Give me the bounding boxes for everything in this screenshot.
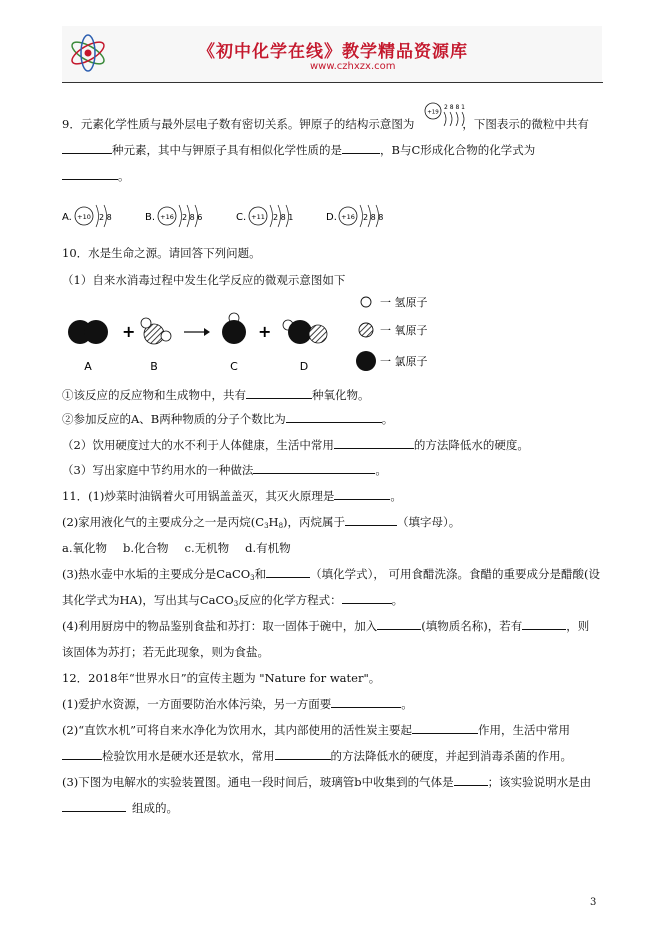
q12-line4: 检验饮用水是硬水还是软水，常用 的方法降低水的硬度，并起到消毒杀菌的作用。 — [62, 748, 572, 764]
header-title: 《初中化学在线》教学精品资源库 — [198, 42, 468, 62]
plus-sign: + — [122, 322, 136, 341]
blank-extinguish-principle[interactable] — [334, 488, 390, 500]
q12-line1: 12．2018年“世界水日”的宣传主题为 "Nature for water"。 — [62, 671, 381, 685]
potassium-atom-diagram — [424, 100, 474, 136]
blank-carbon-function[interactable] — [412, 722, 478, 734]
molecule-c — [222, 313, 246, 344]
blank-gas-b[interactable] — [454, 774, 488, 786]
blank-water-save[interactable] — [331, 696, 401, 708]
q9-line2: 种元素，其中与钾原子具有相似化学性质的是 ，B与C形成化合物的化学式为 — [62, 142, 535, 158]
legend-chlorine: 一 氯原子 — [380, 355, 428, 368]
blank-bc-formula[interactable] — [62, 168, 118, 180]
blank-element-count[interactable] — [62, 142, 112, 154]
q11-line2: (2)家用液化气的主要成分之一是丙烷$(C_3H_8)$，丙烷属于 （填字母）。 — [62, 515, 461, 530]
q9-option-d — [326, 202, 396, 232]
legend-oxygen-icon — [359, 323, 373, 337]
blank-molecule-ratio[interactable] — [286, 411, 382, 423]
q9-option-c — [236, 202, 306, 232]
q10-part1: （1）自来水消毒过程中发生化学反应的微观示意图如下 — [62, 273, 346, 287]
q10-sub1: ①该反应的反应物和生成物中，共有 种氧化物。 — [62, 388, 370, 402]
svg-text:+16: +16 — [341, 213, 355, 221]
label-d: D — [299, 360, 309, 373]
blank-phenomenon[interactable] — [522, 618, 566, 630]
svg-text:+11: +11 — [251, 213, 265, 221]
svg-text:+19: +19 — [427, 109, 439, 116]
q12-line5: (3)下图为电解水的实验装置图。通电一段时间后，玻璃管b中收集到的气体是 ；该实验说明水是由 — [62, 775, 592, 789]
q11-line6: (4)利用厨房中的物品鉴别食盐和苏打：取一固体于碗中，加入 (填物质名称)，若有 ，则 — [62, 619, 590, 633]
q10-title: 10．水是生命之源。请回答下列问题。 — [62, 246, 261, 260]
reaction-diagram — [62, 290, 472, 380]
svg-text:C.: C. — [236, 212, 247, 223]
blank-test-reagent[interactable] — [62, 748, 102, 760]
reaction-arrow — [184, 328, 210, 336]
legend — [356, 295, 428, 371]
svg-text:2 8 8: 2 8 8 — [363, 213, 384, 222]
q11-line1: 11．(1)炒菜时油锅着火可用锅盖盖灭，其灭火原理是 。 — [62, 489, 402, 503]
label-a: A — [84, 360, 92, 373]
particle-c-diagram — [236, 202, 306, 232]
svg-text:2 8 6: 2 8 6 — [182, 213, 203, 222]
q9-option-a — [62, 202, 124, 232]
q11-line5: 其化学式为HA)，写出其与CaCO$_3$反应的化学方程式： 。 — [62, 593, 404, 608]
svg-text:B.: B. — [145, 212, 156, 223]
legend-hydrogen: 一 氢原子 — [380, 296, 428, 309]
particle-b-diagram — [145, 202, 215, 232]
svg-text:2 8 1: 2 8 1 — [273, 213, 294, 222]
q9-option-b — [145, 202, 215, 232]
svg-text:2 8: 2 8 — [99, 213, 112, 222]
q9-line3: 。 — [62, 168, 130, 184]
legend-oxygen: 一 氧原子 — [380, 324, 428, 337]
header-divider — [62, 82, 603, 83]
q11-line7: 该固体为苏打；若无此现象，则为食盐。 — [62, 645, 269, 659]
q11-choices — [62, 540, 291, 556]
legend-chlorine-icon — [356, 351, 376, 371]
page-number: 3 — [590, 897, 597, 908]
q10-sub2: ②参加反应的A、B两种物质的分子个数比为 。 — [62, 412, 394, 426]
q11-line4: (3)热水壶中水垢的主要成分是CaCO$_3$和 （填化学式）， 可用食醋洗涤。食醋的重要成分是醋酸(设 — [62, 567, 601, 582]
label-c: C — [230, 360, 238, 373]
legend-hydrogen-icon — [361, 297, 371, 307]
molecule-a — [68, 320, 108, 344]
blank-propane-class[interactable] — [345, 514, 397, 526]
blank-equation[interactable] — [342, 592, 392, 604]
choice-c: c.无机物 — [184, 541, 230, 555]
label-b: B — [150, 360, 158, 373]
svg-text:+10: +10 — [77, 213, 91, 221]
svg-text:A.: A. — [62, 212, 72, 223]
plus-sign: + — [258, 322, 272, 341]
q10-part2: （2）饮用硬度过大的水不利于人体健康，生活中常用 的方法降低水的硬度。 — [62, 438, 529, 452]
header-url: www.czhxzx.com — [310, 61, 396, 72]
svg-text:+16: +16 — [160, 213, 174, 221]
blank-reagent[interactable] — [377, 618, 421, 630]
particle-a-diagram — [62, 202, 124, 232]
atom-logo-icon — [66, 28, 110, 78]
q12-line6: 组成的。 — [62, 800, 178, 816]
blank-similar-particle[interactable] — [342, 142, 380, 154]
q9-line1: 9．元素化学性质与最外层电子数有密切关系。钾原子的结构示意图为 ，下图表示的微粒中共有 — [62, 117, 589, 131]
molecule-d — [283, 320, 327, 344]
blank-water-composition[interactable] — [62, 800, 126, 812]
blank-soften-method[interactable] — [334, 437, 414, 449]
svg-text:D.: D. — [326, 212, 337, 223]
blank-save-water[interactable] — [253, 462, 375, 474]
blank-soften-method-2[interactable] — [275, 748, 331, 760]
molecule-b — [141, 318, 171, 344]
blank-oxide-count[interactable] — [246, 387, 312, 399]
choice-a: a.氧化物 — [62, 541, 108, 555]
choice-b: b.化合物 — [123, 541, 169, 555]
particle-d-diagram — [326, 202, 396, 232]
q12-line3: (2)“直饮水机”可将自来水净化为饮用水，其内部使用的活性炭主要起 作用，生活中常用 — [62, 723, 571, 737]
svg-text:2 8 8 1: 2 8 8 1 — [444, 104, 465, 111]
q10-part3: （3）写出家庭中节约用水的一种做法 。 — [62, 463, 387, 477]
choice-d: d.有机物 — [245, 541, 291, 555]
q12-line2: (1)爱护水资源，一方面要防治水体污染，另一方面要 。 — [62, 697, 413, 711]
blank-scale-formula[interactable] — [266, 566, 310, 578]
